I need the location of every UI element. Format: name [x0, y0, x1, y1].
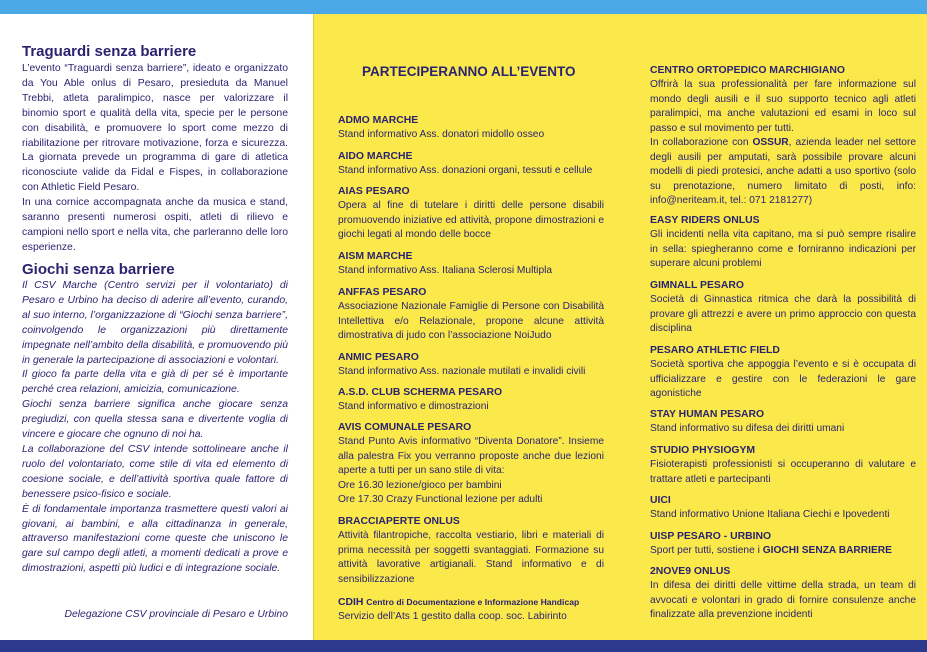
giochi-paragraph-2: Il gioco fa parte della vita e già di per sé è importante perché crea relazioni, amicizia, comunicazione. — [22, 369, 288, 396]
entry-name: UISP PESARO - URBINO — [650, 531, 772, 542]
entry-name: STUDIO PHYSIOGYM — [650, 445, 756, 456]
entry-desc-line3: Ore 17.30 Crazy Functional lezione per adulti — [338, 494, 543, 505]
entry-name: GIMNALL PESARO — [650, 280, 744, 291]
entry-name: STAY HUMAN PESARO — [650, 409, 765, 420]
entry-desc: Opera al fine di tutelare i diritti delle persone disabili promuovendo iniziative ed attività, propone dimostrazioni e giochi legati al mondo delle bocce — [338, 200, 604, 240]
traguardi-paragraph-1: L’evento “Traguardi senza barriere”, ideato e organizzato da You Able onlus di Pesaro, presieduta da Manuel Trebbi, atleta paralimpico, nasce per valorizzare il binomio sport e qualità della vita, specie per le persone con disabilità, e promuovere lo sport come mezzo di riabilitazione per ritrovare motivazione, forza e sicurezza. La giornata prevede un programma di gare di atletica riconosciute valide da Fidal e Fispes, in collaborazione con Athletic Field Pesaro. — [22, 63, 288, 194]
entry-name: UICI — [650, 495, 671, 506]
entry-desc: Servizio dell’Ats 1 gestito dalla coop. soc. Labirinto — [338, 611, 567, 622]
entry-uisp — [650, 530, 916, 559]
entry-aido — [338, 150, 604, 179]
entry-desc: Stand informativo Unione Italiana Ciechi e Ipovedenti — [650, 509, 890, 520]
participants-title: PARTECIPERANNO ALL’EVENTO — [362, 64, 576, 79]
entry-name: AIAS PESARO — [338, 186, 410, 197]
entry-desc: Attività filantropiche, raccolta vestiario, libri e materiali di prima necessità per soggetti svantaggiati. Formazione su attività lavorative artigianali. Stand informativo e di sensibilizzazione — [338, 530, 604, 585]
entry-desc: Stand Punto Avis informativo “Diventa Donatore”. Insieme alla palestra Fix you verranno proposte anche due lezioni aperte a tutti per un sano stile di vita: — [338, 436, 604, 476]
desc-bold: GIOCHI SENZA BARRIERE — [762, 545, 892, 556]
giochi-paragraph-4: La collaborazione del CSV intende sottolineare anche il ruolo del volontariato, come stile di vita ed elemento di coesione sociale, e dell’attività sportiva quale fattore di benessere psico-fisico e sociale. — [22, 443, 288, 500]
entry-desc: Stand informativo su difesa dei diritti umani — [650, 423, 845, 434]
entry-desc: Stand informativo Ass. nazionale mutilati e invalidi civili — [338, 366, 586, 377]
entry-uici — [650, 494, 916, 523]
top-color-band — [0, 0, 927, 14]
entry-name: AVIS COMUNALE PESARO — [338, 422, 472, 433]
panel-divider — [313, 14, 314, 640]
entry-name: EASY RIDERS ONLUS — [650, 215, 760, 226]
entry-name: 2NOVE9 ONLUS — [650, 566, 731, 577]
bottom-color-band — [0, 640, 927, 652]
entry-desc: Società sportiva che appoggia l’evento e si è occupata di ufficializzare e gestire con le federazioni le gare agonistiche — [650, 359, 916, 399]
entry-name — [338, 595, 604, 610]
entry-desc: Offrirà la sua professionalità per fare informazione sul mondo degli ausili e il suo supporto tecnico agli atleti paralimpici, ma anche valutazioni ed esami in loco sul passo e sul movimento per tutti. — [650, 79, 916, 134]
traguardi-title: Traguardi senza barriere — [22, 43, 197, 60]
entry-desc: Stand informativo Ass. donazioni organi, tessuti e cellule — [338, 165, 593, 176]
entry-easy-riders — [650, 214, 916, 272]
entry-name: PESARO ATHLETIC FIELD — [650, 345, 780, 356]
entry-desc-2 — [650, 136, 916, 209]
entry-name-main: CDIH — [338, 597, 364, 608]
entry-aism — [338, 250, 604, 279]
entry-name: BRACCIAPERTE ONLUS — [338, 516, 460, 527]
entry-name: ADMO MARCHE — [338, 115, 419, 126]
entry-avis — [338, 421, 604, 508]
giochi-paragraph-3: Giochi senza barriere significa anche giocare senza pregiudizi, con quella stessa sana e divertente voglia di vincere e giocare che ognuno di noi ha. — [22, 399, 288, 441]
giochi-paragraph-5: È di fondamentale importanza trasmettere questi valori ai giovani, ai bambini, e alla cittadinanza in generale, attraverso manifestazioni come queste che uniscono le gare sul campo degli atleti, a momenti dedicati a prove e dimostrazioni, aspetti più ludici e di integrazione sociale. — [22, 503, 288, 575]
entry-desc — [650, 544, 916, 559]
entry-anmic — [338, 351, 604, 380]
giochi-title: Giochi senza barriere — [22, 261, 175, 278]
signature: Delegazione CSV provinciale di Pesaro e Urbino — [64, 609, 288, 620]
entry-desc: Gli incidenti nella vita capitano, ma si può sempre risalire in sella: spiegheranno come e forniranno indicazioni per superare alcuni problemi — [650, 229, 916, 269]
entry-aias — [338, 185, 604, 243]
entry-name: AIDO MARCHE — [338, 151, 413, 162]
entry-admo — [338, 114, 604, 143]
entry-desc: Associazione Nazionale Famiglie di Persone con Disabilità Intellettiva e/o Relazionale, propone alcune attività dimostrativa di judo con l’associazione NoiJudo — [338, 301, 604, 341]
entry-athletic-field — [650, 344, 916, 402]
entry-centro-ortopedico — [650, 64, 916, 209]
entry-cdih — [338, 595, 604, 625]
giochi-paragraph-1: Il CSV Marche (Centro servizi per il volontariato) di Pesaro e Urbino ha deciso di aderire all’evento, curando, al suo interno, l’organizzazione di “Giochi senza barriere”, coinvolgendo le organizzazioni più direttamente impegnate nell’ambito della disabilità, e promuovendo più in generale la partecipazione di associazioni e volontari. — [22, 280, 288, 366]
entry-name: A.S.D. CLUB SCHERMA PESARO — [338, 387, 503, 398]
entry-desc-line2: Ore 16.30 lezione/gioco per bambini — [338, 479, 502, 491]
entry-desc: Stand informativo e dimostrazioni — [338, 401, 489, 412]
entry-desc: Società di Ginnastica ritmica che darà la possibilità di provare gli attrezzi e avere un primo approccio con questa disciplina — [650, 294, 916, 334]
entry-desc: Fisioterapisti professionisti si occuperanno di valutare e trattare atleti e partecipanti — [650, 459, 916, 485]
entry-name: ANMIC PESARO — [338, 352, 419, 363]
entry-name: AISM MARCHE — [338, 251, 413, 262]
entry-name-sub: Centro di Documentazione e Informazione Handicap — [366, 597, 580, 607]
desc-part: Sport per tutti, sostiene i — [650, 545, 763, 556]
desc-part: , azienda leader nel settore degli ausili per amputati, sarà possibile provare alcuni modelli di piedi protesici, anche adatti a uso sportivo (solo su prenotazione, numero limitato di posti, info: info@neriteam.it, tel.: 071 2181277) — [650, 137, 916, 206]
entry-name: ANFFAS PESARO — [338, 287, 427, 298]
entry-scherma — [338, 386, 604, 415]
entry-desc: Stand informativo Ass. donatori midollo osseo — [338, 129, 545, 140]
entry-anffas — [338, 286, 604, 344]
entry-physiogym — [650, 444, 916, 487]
entry-bracciaperte — [338, 515, 604, 587]
entry-gimnall — [650, 279, 916, 337]
entry-name: CENTRO ORTOPEDICO MARCHIGIANO — [650, 65, 845, 76]
traguardi-paragraph-2: In una cornice accompagnata anche da musica e stand, saranno presenti numerosi ospiti, atleti di rilievo e campioni nello sport e nella vita, che parleranno delle loro esperienze. — [22, 197, 288, 253]
entry-2nove9 — [650, 565, 916, 623]
entry-stay-human — [650, 408, 916, 437]
entry-desc: Stand informativo Ass. Italiana Sclerosi Multipla — [338, 265, 553, 276]
entry-desc: In difesa dei diritti delle vittime della strada, un team di avvocati e volontari in grado di fornire consulenze anche finalizzate alla prevenzione incidenti — [650, 580, 916, 620]
giochi-text — [22, 279, 288, 577]
traguardi-text — [22, 62, 288, 256]
ossur-brand: OSSUR — [752, 137, 789, 148]
desc-part: In collaborazione con — [650, 137, 753, 148]
